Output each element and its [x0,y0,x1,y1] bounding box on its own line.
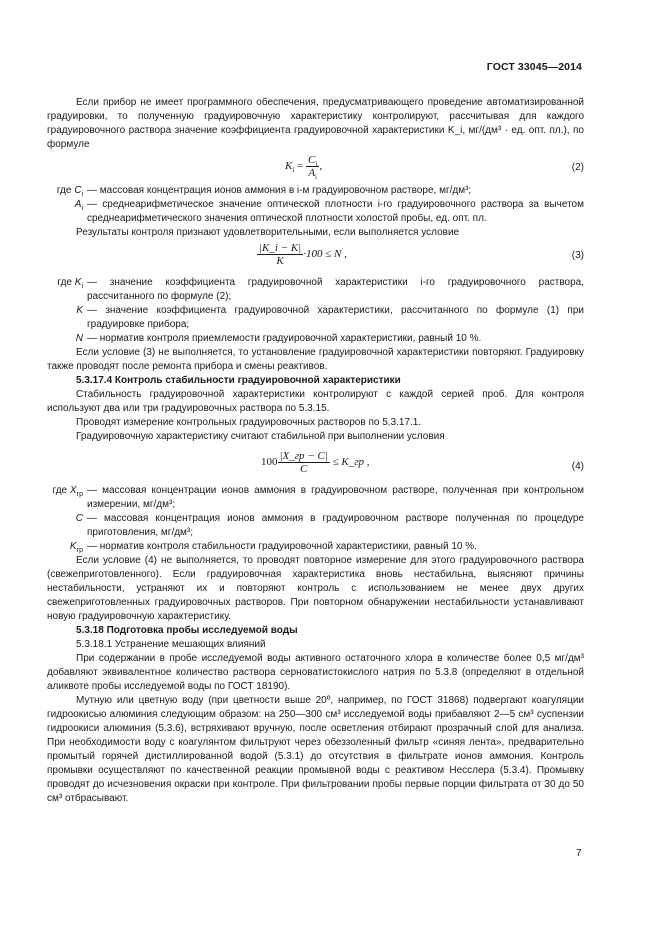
formula-2 [47,154,584,182]
paragraph: Если условие (3) не выполняется, то установление градуировочной характеристики повторяют. Градуировку также проводят после ремонта прибора и смены реактивов. [47,347,584,372]
paragraph: Если прибор не имеет программного обеспечения, предусматривающего проведение автоматизированной градуировки, то полученную градуировочную характеристику контролируют, рассчитывая для каждого градуировочного раствора значение коэффициента градуировочной характеристики K_i, мг/(дм³ · ед. опт. пл.), по формуле [47,97,584,150]
definition-item [47,540,584,554]
paragraph: Если условие (4) не выполняется, то проводят повторное измерение для этого градуировочного раствора (свежеприготовленного). Если градуировочная характеристика вновь нестабильна, выясняют причины нестабильности, устраняют их и повторяют контроль с использованием не менее двух других свежеприготовленных градуировочных растворов. При повторном обнаружении нестабильности устанавливают новую градуировочную характеристику. [47,555,584,622]
formula-number: (2) [571,162,584,173]
paragraph: Проводят измерение контрольных градуировочных растворов по 5.3.17.1. [76,417,422,428]
formula-number: (3) [571,250,584,261]
definition-symbol: $A_i$ [74,199,83,212]
fraction: $\frac{|X\_гр - C|}{C}$ [279,450,328,475]
formula-4 [47,446,584,482]
document-header: ГОСТ 33045—2014 [486,61,582,73]
formula-number: (4) [571,461,584,472]
where-list-2 [47,276,584,346]
definition-text: — норматив контроля приемлемости градуировочной характеристики, равный 10 %. [87,333,482,344]
paragraph: Градуировочную характеристику считают стабильной при выполнении условия [76,431,445,442]
definition-item [47,332,584,346]
definition-text: — среднеарифметическое значение оптической плотности i-го градуировочного раствора за вычетом среднеарифметического значения оптической плотности холостой пробы, ед. опт. пл. [87,199,584,224]
definition-symbol: C [75,513,83,524]
section-heading: 5.3.18 Подготовка пробы исследуемой воды [76,625,298,636]
definition-item [47,198,584,226]
paragraph: Стабильность градуировочной характеристики контролируют с каждой серией проб. Для контроля используют два или три градуировочных раствора по 5.3.15. [47,389,584,414]
where-list-3 [47,484,584,554]
where-list-1 [47,184,584,226]
definition-item [47,484,584,512]
definition-item [47,276,584,304]
definition-text: — норматив контроля стабильности градуировочной характеристики, равный 10 %. [87,541,477,552]
definition-item [47,304,584,332]
definition-symbol: $K_{гр}$ [69,541,83,554]
definition-item [47,184,584,198]
paragraph: Результаты контроля признают удовлетворительными, если выполняется условие [76,227,460,238]
page-number: 7 [576,848,582,859]
definition-text: — массовая концентрация ионов аммония в градуировочном растворе полученная по процедуре приготовления, мг/дм³; [87,513,584,538]
formula-3-expression: $\frac{|K\_i - K|}{K}$ ·100 ≤ N , [259,242,347,267]
fraction: $\frac{C_i}{A_i}$ [308,154,318,182]
definition-symbol: где $K_i$ [57,277,83,290]
formula-2-expression: $K_i$ = $\frac{C_i}{A_i}$ , [285,154,323,182]
definition-symbol: N [75,333,83,344]
section-heading: 5.3.17.4 Контроль стабильности градуировочной характеристики [76,375,401,386]
formula-4-expression: 100 $\frac{|X\_гр - C|}{C}$ ≤ K_гр , [261,450,370,475]
definition-item [47,512,584,540]
definition-text: — значение коэффициента градуировочной характеристики i-го градуировочного раствора, рассчитанного по формуле (2); [87,277,584,302]
fraction: $\frac{|K\_i - K|}{K}$ [259,242,302,267]
definition-text: — значение коэффициента градуировочной характеристики, рассчитанного по формуле (1) при градуировке прибора; [87,305,584,330]
definition-text: — массовая концентрация ионов аммония в i-м градуировочном растворе, мг/дм³; [87,185,472,196]
definition-symbol: K [76,305,83,316]
subsection-heading: 5.3.18.1 Устранение мешающих влияний [76,639,266,650]
definition-symbol: где $C_i$ [56,185,83,198]
paragraph: При содержании в пробе исследуемой воды активного остаточного хлора в количестве более 0,5 мг/дм³ добавляют эквивалентное количество раствора серноватистокислого натрия по 5.3.8 (определяют в отдельной аликвоте пробы исследуемой воды по ГОСТ 18190). [47,653,584,692]
definition-text: — массовая концентрации ионов аммония в градуировочном растворе, полученная при контрольном измерении, мг/дм³; [87,485,584,510]
definition-symbol: где $X_{гр}$ [52,485,83,498]
formula-3 [47,242,584,274]
paragraph: Мутную или цветную воду (при цветности выше 20º, например, по ГОСТ 31868) подвергают коагуляции гидроокисью алюминия следующим образом: на 250—300 см³ исследуемой воды прибавляют 2—5 см³ суспензии гидроокиси алюминия (5.3.6), встряхивают вручную, после осветления отбирают прозрачный слой для анализа. При необходимости воду с коагулянтом фильтруют через обеззоленный фильтр «синяя лента», предварительно промытый горячей дистиллированной водой (5.3.1) до отсутствия в фильтрате ионов аммония. Контроль промывки осуществляют по качественной реакции промывной воды с реактивом Несслера (5.3.4). Промывку проводят до исчезновения окраски при контроле. При фильтровании пробы первые порции фильтрата от 30 до 50 см³ отбрасывают. [47,695,584,804]
page-body [47,96,584,806]
